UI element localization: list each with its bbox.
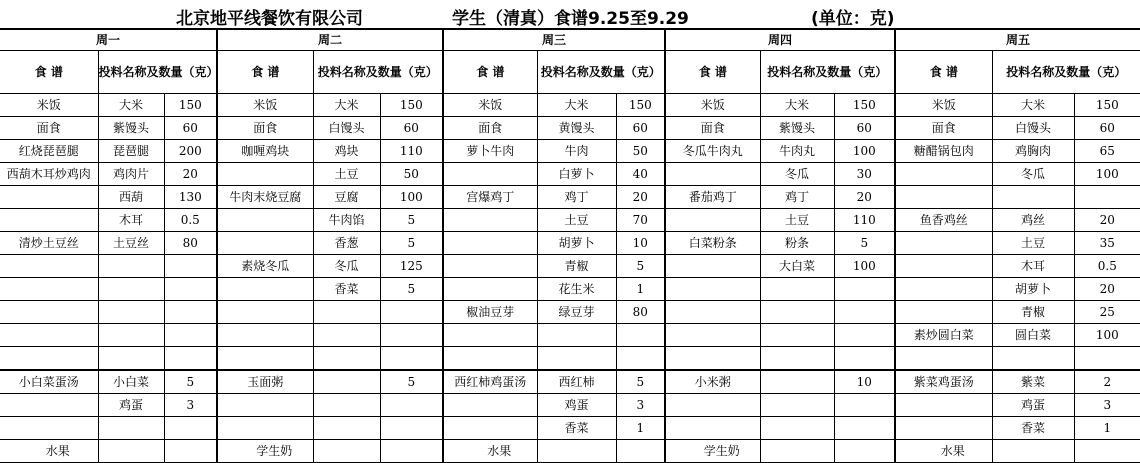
dish-cell (443, 324, 537, 347)
table-row (0, 140, 1140, 163)
quantity-cell: 2 (1074, 370, 1140, 394)
dish-cell (0, 347, 98, 371)
quantity-cell: 50 (616, 140, 665, 163)
dish-cell: 牛肉末烧豆腐 (217, 186, 313, 209)
quantity-cell (380, 347, 443, 371)
dish-cell: 面食 (665, 117, 760, 140)
dish-column-header: 食 谱 (895, 51, 992, 94)
dish-cell: 面食 (895, 117, 992, 140)
dish-cell (665, 324, 760, 347)
ingredient-cell: 白馒头 (992, 117, 1074, 140)
title-bar (0, 0, 1077, 28)
ingredient-cell: 粉条 (760, 232, 834, 255)
quantity-cell: 10 (616, 232, 665, 255)
dish-cell: 米饭 (0, 94, 98, 117)
ingredient-column-header: 投料名称及数量（克） (313, 51, 443, 94)
ingredient-column-header: 投料名称及数量（克） (992, 51, 1140, 94)
ingredient-cell: 西葫 (98, 186, 164, 209)
dish-cell: 红烧琵琶腿 (0, 140, 98, 163)
dish-cell (217, 232, 313, 255)
quantity-cell: 40 (616, 163, 665, 186)
dish-cell (443, 347, 537, 371)
dish-cell: 西葫木耳炒鸡肉 (0, 163, 98, 186)
ingredient-cell: 大米 (760, 94, 834, 117)
quantity-cell: 3 (1074, 394, 1140, 417)
ingredient-cell: 鸡蛋 (98, 394, 164, 417)
ingredient-column-header: 投料名称及数量（克） (98, 51, 217, 94)
dish-cell: 番茄鸡丁 (665, 186, 760, 209)
quantity-cell: 5 (380, 232, 443, 255)
dish-cell (895, 301, 992, 324)
quantity-cell (164, 347, 217, 371)
quantity-cell: 65 (1074, 140, 1140, 163)
quantity-cell: 5 (380, 278, 443, 301)
dish-cell: 小白菜蛋汤 (0, 370, 98, 394)
quantity-cell: 1 (1074, 417, 1140, 440)
ingredient-cell: 土豆 (537, 209, 616, 232)
ingredient-cell: 香菜 (313, 278, 380, 301)
ingredient-cell (313, 324, 380, 347)
table-row (0, 117, 1140, 140)
ingredient-cell (760, 347, 834, 371)
ingredient-cell: 大米 (992, 94, 1074, 117)
dish-column-header: 食 谱 (0, 51, 98, 94)
quantity-cell: 0.5 (164, 209, 217, 232)
dish-cell: 清炒土豆丝 (0, 232, 98, 255)
dish-cell: 面食 (0, 117, 98, 140)
table-row (0, 186, 1140, 209)
quantity-cell: 20 (1074, 278, 1140, 301)
ingredient-cell (992, 440, 1074, 463)
ingredient-cell: 香菜 (537, 417, 616, 440)
ingredient-cell (98, 324, 164, 347)
dish-cell: 小米粥 (665, 370, 760, 394)
dish-cell: 西红柿鸡蛋汤 (443, 370, 537, 394)
ingredient-cell: 土豆 (313, 163, 380, 186)
quantity-cell (164, 255, 217, 278)
dish-cell: 米饭 (895, 94, 992, 117)
day-header: 周四 (665, 29, 895, 51)
quantity-cell: 150 (834, 94, 895, 117)
ingredient-cell: 木耳 (992, 255, 1074, 278)
dish-cell: 素炒圆白菜 (895, 324, 992, 347)
dish-cell: 白菜粉条 (665, 232, 760, 255)
quantity-cell: 150 (616, 94, 665, 117)
ingredient-cell: 鸡块 (313, 140, 380, 163)
dish-cell (217, 209, 313, 232)
ingredient-cell (760, 370, 834, 394)
day-header-row (0, 29, 1140, 51)
table-row (0, 394, 1140, 417)
dish-column-header: 食 谱 (443, 51, 537, 94)
dish-cell (217, 394, 313, 417)
ingredient-cell (760, 324, 834, 347)
dish-cell (0, 255, 98, 278)
quantity-cell (380, 324, 443, 347)
quantity-cell (164, 278, 217, 301)
dish-cell (895, 417, 992, 440)
table-row (0, 301, 1140, 324)
ingredient-cell: 香菜 (992, 417, 1074, 440)
quantity-cell: 5 (380, 209, 443, 232)
table-row (0, 347, 1140, 371)
dish-cell: 面食 (217, 117, 313, 140)
quantity-cell: 3 (164, 394, 217, 417)
ingredient-cell: 鸡胸肉 (992, 140, 1074, 163)
dish-cell (0, 186, 98, 209)
dish-cell: 萝卜牛肉 (443, 140, 537, 163)
ingredient-cell: 紫馒头 (98, 117, 164, 140)
quantity-cell (1074, 347, 1140, 371)
dish-cell (665, 301, 760, 324)
quantity-cell: 5 (616, 255, 665, 278)
quantity-cell: 80 (616, 301, 665, 324)
ingredient-cell: 西红柿 (537, 370, 616, 394)
dish-cell: 咖喱鸡块 (217, 140, 313, 163)
dish-cell (0, 209, 98, 232)
ingredient-cell: 土豆 (760, 209, 834, 232)
ingredient-cell: 鸡丁 (760, 186, 834, 209)
ingredient-cell (760, 278, 834, 301)
dish-cell (665, 417, 760, 440)
table-row (0, 278, 1140, 301)
table-row (0, 417, 1140, 440)
ingredient-cell (537, 347, 616, 371)
quantity-cell (834, 440, 895, 463)
ingredient-cell (313, 301, 380, 324)
ingredient-cell: 青椒 (992, 301, 1074, 324)
quantity-cell: 100 (834, 255, 895, 278)
ingredient-cell: 冬瓜 (760, 163, 834, 186)
quantity-cell: 1 (616, 417, 665, 440)
dish-cell: 椒油豆芽 (443, 301, 537, 324)
ingredient-cell (313, 394, 380, 417)
quantity-cell: 110 (380, 140, 443, 163)
ingredient-cell: 牛肉 (537, 140, 616, 163)
ingredient-cell: 香葱 (313, 232, 380, 255)
dish-cell: 学生奶 (665, 440, 760, 463)
ingredient-cell (992, 186, 1074, 209)
dish-cell: 宫爆鸡丁 (443, 186, 537, 209)
ingredient-cell: 大米 (537, 94, 616, 117)
ingredient-column-header: 投料名称及数量（克） (760, 51, 895, 94)
ingredient-cell: 土豆 (992, 232, 1074, 255)
dish-cell (443, 278, 537, 301)
ingredient-cell: 鸡丁 (537, 186, 616, 209)
quantity-cell: 70 (616, 209, 665, 232)
ingredient-cell (537, 324, 616, 347)
ingredient-cell: 牛肉丸 (760, 140, 834, 163)
quantity-cell (1074, 440, 1140, 463)
quantity-cell: 60 (380, 117, 443, 140)
quantity-cell (380, 301, 443, 324)
day-header: 周三 (443, 29, 665, 51)
quantity-cell (164, 301, 217, 324)
ingredient-cell: 绿豆芽 (537, 301, 616, 324)
dish-cell (665, 278, 760, 301)
dish-cell: 米饭 (217, 94, 313, 117)
quantity-cell: 100 (1074, 163, 1140, 186)
table-row (0, 324, 1140, 347)
dish-cell: 水果 (443, 440, 537, 463)
dish-column-header: 食 谱 (665, 51, 760, 94)
dish-cell (443, 232, 537, 255)
dish-cell (665, 347, 760, 371)
quantity-cell: 20 (1074, 209, 1140, 232)
ingredient-cell (313, 370, 380, 394)
quantity-cell (164, 324, 217, 347)
table-row (0, 163, 1140, 186)
quantity-cell: 125 (380, 255, 443, 278)
quantity-cell (834, 301, 895, 324)
quantity-cell: 60 (164, 117, 217, 140)
ingredient-cell (313, 417, 380, 440)
quantity-cell: 35 (1074, 232, 1140, 255)
ingredient-column-header: 投料名称及数量（克） (537, 51, 665, 94)
quantity-cell: 150 (164, 94, 217, 117)
quantity-cell: 60 (1074, 117, 1140, 140)
quantity-cell (834, 324, 895, 347)
dish-cell (665, 394, 760, 417)
dish-cell (665, 163, 760, 186)
unit-label: (单位：克) (811, 9, 895, 29)
dish-cell (443, 209, 537, 232)
dish-cell: 学生奶 (217, 440, 313, 463)
quantity-cell: 150 (1074, 94, 1140, 117)
quantity-cell: 20 (834, 186, 895, 209)
day-header: 周五 (895, 29, 1140, 51)
dish-cell (0, 394, 98, 417)
ingredient-cell: 青椒 (537, 255, 616, 278)
company-name: 北京地平线餐饮有限公司 (176, 9, 363, 29)
table-row (0, 370, 1140, 394)
dish-cell (895, 347, 992, 371)
table-row (0, 232, 1140, 255)
dish-cell (895, 163, 992, 186)
dish-cell (0, 301, 98, 324)
ingredient-cell: 大米 (313, 94, 380, 117)
ingredient-cell (760, 440, 834, 463)
quantity-cell (616, 347, 665, 371)
quantity-cell: 5 (380, 370, 443, 394)
dish-cell (0, 278, 98, 301)
dish-cell (217, 324, 313, 347)
ingredient-cell: 大米 (98, 94, 164, 117)
dish-cell (217, 301, 313, 324)
ingredient-cell: 白馒头 (313, 117, 380, 140)
dish-cell (895, 186, 992, 209)
ingredient-cell: 木耳 (98, 209, 164, 232)
table-row (0, 440, 1140, 463)
ingredient-cell (760, 417, 834, 440)
day-header: 周一 (0, 29, 217, 51)
ingredient-cell: 琵琶腿 (98, 140, 164, 163)
dish-cell (443, 417, 537, 440)
ingredient-cell: 土豆丝 (98, 232, 164, 255)
dish-cell: 糖醋锅包肉 (895, 140, 992, 163)
quantity-cell: 100 (1074, 324, 1140, 347)
quantity-cell: 200 (164, 140, 217, 163)
dish-cell: 紫菜鸡蛋汤 (895, 370, 992, 394)
day-header: 周二 (217, 29, 443, 51)
dish-cell: 米饭 (443, 94, 537, 117)
dish-cell: 水果 (895, 440, 992, 463)
ingredient-cell: 冬瓜 (313, 255, 380, 278)
ingredient-cell (313, 440, 380, 463)
quantity-cell: 1 (616, 278, 665, 301)
quantity-cell (834, 417, 895, 440)
dish-cell (895, 394, 992, 417)
quantity-cell: 60 (834, 117, 895, 140)
ingredient-cell (537, 440, 616, 463)
quantity-cell: 5 (164, 370, 217, 394)
ingredient-cell: 胡萝卜 (992, 278, 1074, 301)
dish-cell (895, 255, 992, 278)
quantity-cell (834, 394, 895, 417)
dish-cell: 冬瓜牛肉丸 (665, 140, 760, 163)
dish-cell: 素烧冬瓜 (217, 255, 313, 278)
quantity-cell: 130 (164, 186, 217, 209)
table-row (0, 255, 1140, 278)
ingredient-cell: 小白菜 (98, 370, 164, 394)
quantity-cell: 50 (380, 163, 443, 186)
quantity-cell (1074, 186, 1140, 209)
quantity-cell: 100 (834, 140, 895, 163)
dish-cell (895, 232, 992, 255)
ingredient-cell (313, 347, 380, 371)
quantity-cell: 80 (164, 232, 217, 255)
quantity-cell: 0.5 (1074, 255, 1140, 278)
ingredient-cell (760, 301, 834, 324)
ingredient-cell: 紫菜 (992, 370, 1074, 394)
quantity-cell: 30 (834, 163, 895, 186)
ingredient-cell: 紫馒头 (760, 117, 834, 140)
ingredient-cell (760, 394, 834, 417)
quantity-cell: 3 (616, 394, 665, 417)
quantity-cell: 5 (834, 232, 895, 255)
quantity-cell: 5 (616, 370, 665, 394)
ingredient-cell: 胡萝卜 (537, 232, 616, 255)
quantity-cell (380, 440, 443, 463)
dish-cell (0, 417, 98, 440)
menu-title: 学生（清真）食谱9.25至9.29 (452, 9, 689, 29)
quantity-cell: 60 (616, 117, 665, 140)
quantity-cell (616, 324, 665, 347)
ingredient-cell (992, 347, 1074, 371)
dish-column-header: 食 谱 (217, 51, 313, 94)
dish-cell: 鱼香鸡丝 (895, 209, 992, 232)
quantity-cell (380, 417, 443, 440)
quantity-cell: 25 (1074, 301, 1140, 324)
ingredient-cell (98, 417, 164, 440)
dish-cell (0, 324, 98, 347)
ingredient-cell: 大白菜 (760, 255, 834, 278)
quantity-cell: 110 (834, 209, 895, 232)
quantity-cell (616, 440, 665, 463)
dish-cell (217, 347, 313, 371)
dish-cell: 玉面粥 (217, 370, 313, 394)
quantity-cell: 10 (834, 370, 895, 394)
dish-cell (217, 278, 313, 301)
quantity-cell: 20 (164, 163, 217, 186)
ingredient-cell (98, 255, 164, 278)
menu-table (0, 28, 1140, 463)
quantity-cell (164, 417, 217, 440)
dish-cell (665, 209, 760, 232)
ingredient-cell: 牛肉馅 (313, 209, 380, 232)
dish-cell: 米饭 (665, 94, 760, 117)
ingredient-cell (98, 278, 164, 301)
dish-cell (443, 255, 537, 278)
table-row (0, 209, 1140, 232)
dish-cell (443, 163, 537, 186)
ingredient-cell: 豆腐 (313, 186, 380, 209)
dish-cell (443, 394, 537, 417)
ingredient-cell: 圆白菜 (992, 324, 1074, 347)
column-header-row (0, 51, 1140, 94)
quantity-cell (834, 347, 895, 371)
ingredient-cell: 鸡肉片 (98, 163, 164, 186)
ingredient-cell: 鸡蛋 (992, 394, 1074, 417)
ingredient-cell: 鸡蛋 (537, 394, 616, 417)
ingredient-cell (98, 440, 164, 463)
quantity-cell: 100 (380, 186, 443, 209)
ingredient-cell: 鸡丝 (992, 209, 1074, 232)
dish-cell (665, 255, 760, 278)
quantity-cell (164, 440, 217, 463)
ingredient-cell: 黄馒头 (537, 117, 616, 140)
ingredient-cell: 冬瓜 (992, 163, 1074, 186)
dish-cell: 面食 (443, 117, 537, 140)
ingredient-cell (98, 301, 164, 324)
dish-cell (217, 163, 313, 186)
dish-cell (217, 417, 313, 440)
quantity-cell (834, 278, 895, 301)
ingredient-cell: 花生米 (537, 278, 616, 301)
dish-cell (895, 278, 992, 301)
quantity-cell: 150 (380, 94, 443, 117)
table-row (0, 94, 1140, 117)
ingredient-cell: 白萝卜 (537, 163, 616, 186)
dish-cell: 水果 (0, 440, 98, 463)
quantity-cell (380, 394, 443, 417)
quantity-cell: 20 (616, 186, 665, 209)
ingredient-cell (98, 347, 164, 371)
